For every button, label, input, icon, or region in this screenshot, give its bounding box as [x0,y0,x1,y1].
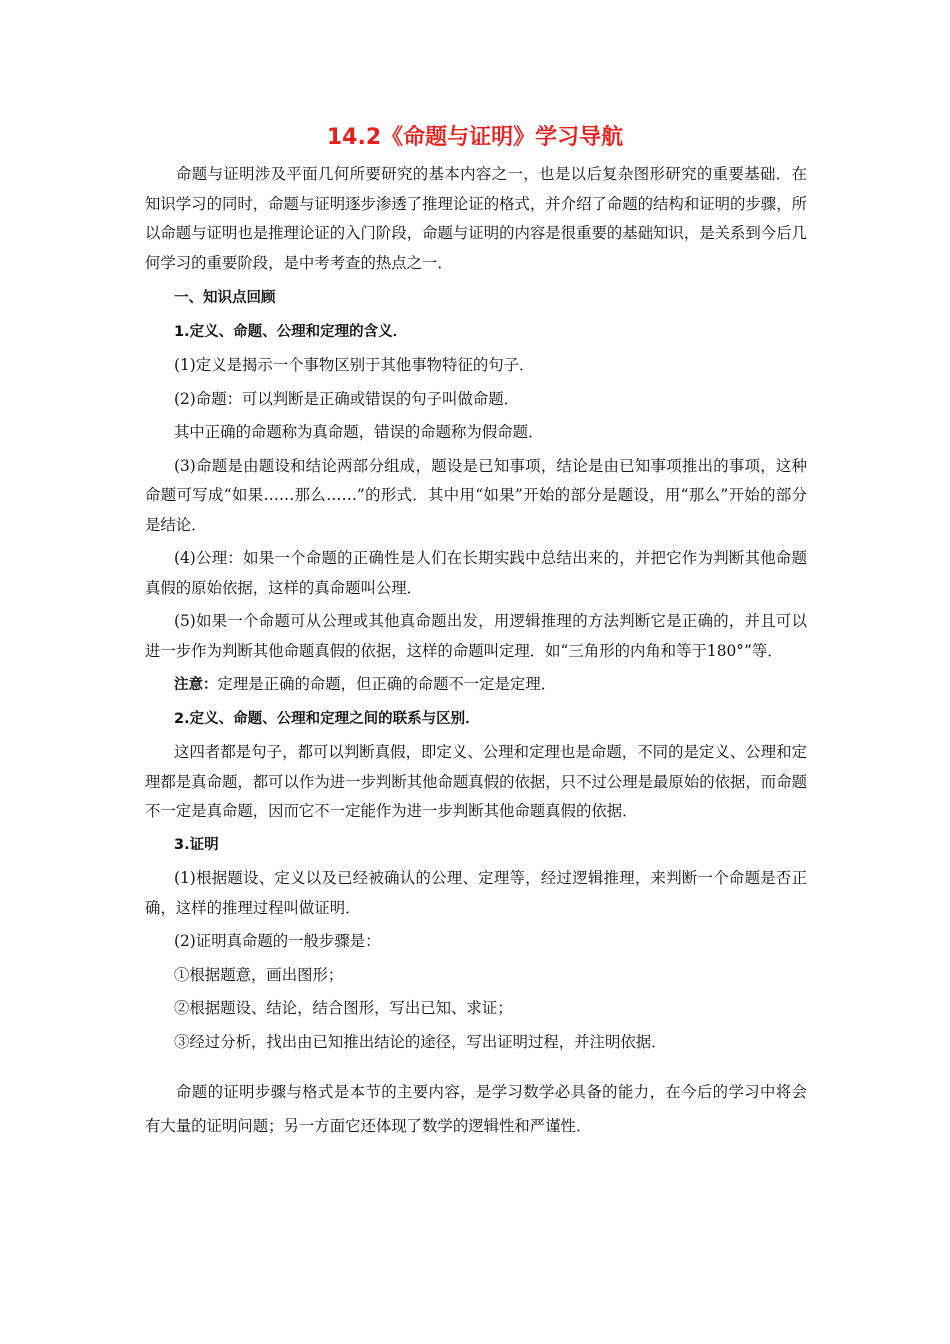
item3-paragraph-steps: (2)证明真命题的一般步骤是： [174,932,381,950]
item3-paragraph-proof: (1)根据题设、定义以及已经被确认的公理、定理等，经过逻辑推理，来判断一个命题是否正确，这样的推理过程叫做证明． [145,869,807,917]
note-label: 注意： [174,677,218,693]
note-text: 定理是正确的命题，但正确的命题不一定是定理． [217,675,557,693]
document-body [145,160,807,1143]
section-heading-review: 一、知识点回顾 [174,290,276,306]
item1-paragraph-structure: (3)命题是由题设和结论两部分组成，题设是已知事项，结论是由已知事项推出的事项，这种命题可写成“如果……那么……”的形式．其中用“如果”开始的部分是题设，用“那么”开始的部分是结论． [145,456,807,534]
item3-step-1: ①根据题意，画出图形； [174,965,344,984]
item2-heading: 2.定义、命题、公理和定理之间的联系与区别． [174,710,480,727]
item3-heading: 3.证明 [174,836,219,853]
intro-paragraph: 命题与证明涉及平面几何所要研究的基本内容之一，也是以后复杂图形研究的重要基础．在知识学习的同时，命题与证明逐步渗透了推理论证的格式，并介绍了命题的结构和证明的步骤，所以命题与证明也是推理论证的入门阶段，命题与证明的内容是很重要的基础知识，是关系到今后几何学习的重要阶段，是中考考查的热点之一． [145,165,807,272]
closing-paragraph: 命题的证明步骤与格式是本节的主要内容，是学习数学必具备的能力，在今后的学习中将会有大量的证明问题；另一方面它还体现了数学的逻辑性和严谨性． [145,1083,807,1135]
page-title: 14.2《命题与证明》学习导航 [326,125,624,150]
note-paragraph [145,670,807,701]
item1-paragraph-proposition: (2)命题：可以判断是正确或错误的句子叫做命题． [174,389,520,408]
item3-step-3: ③经过分析，找出由已知推出结论的途径，写出证明过程，并注明依据． [174,1032,667,1051]
item1-paragraph-true-false: 其中正确的命题称为真命题，错误的命题称为假命题． [174,423,544,441]
item1-paragraph-theorem: (5)如果一个命题可从公理或其他真命题出发，用逻辑推理的方法判断它是正确的，并且可以进一步作为判断其他命题真假的依据，这样的命题叫定理．如“三角形的内角和等于180°”等． [145,612,807,660]
item1-paragraph-definition: (1)定义是揭示一个事物区别于其他事物特征的句子． [174,356,535,374]
item3-step-2: ②根据题设、结论，结合图形，写出已知、求证； [174,999,513,1017]
item1-heading: 1.定义、命题、公理和定理的含义． [174,323,408,340]
item2-paragraph: 这四者都是句子，都可以判断真假，即定义、公理和定理也是命题，不同的是定义、公理和定理都是真命题，都可以作为进一步判断其他命题真假的依据，只不过公理是最原始的依据，而命题不一定是真命题，因而它不一定能作为进一步判断其他命题真假的依据． [145,743,807,820]
item1-paragraph-axiom: (4)公理：如果一个命题的正确性是人们在长期实践中总结出来的，并把它作为判断其他命题真假的原始依据，这样的真命题叫公理． [145,549,807,597]
